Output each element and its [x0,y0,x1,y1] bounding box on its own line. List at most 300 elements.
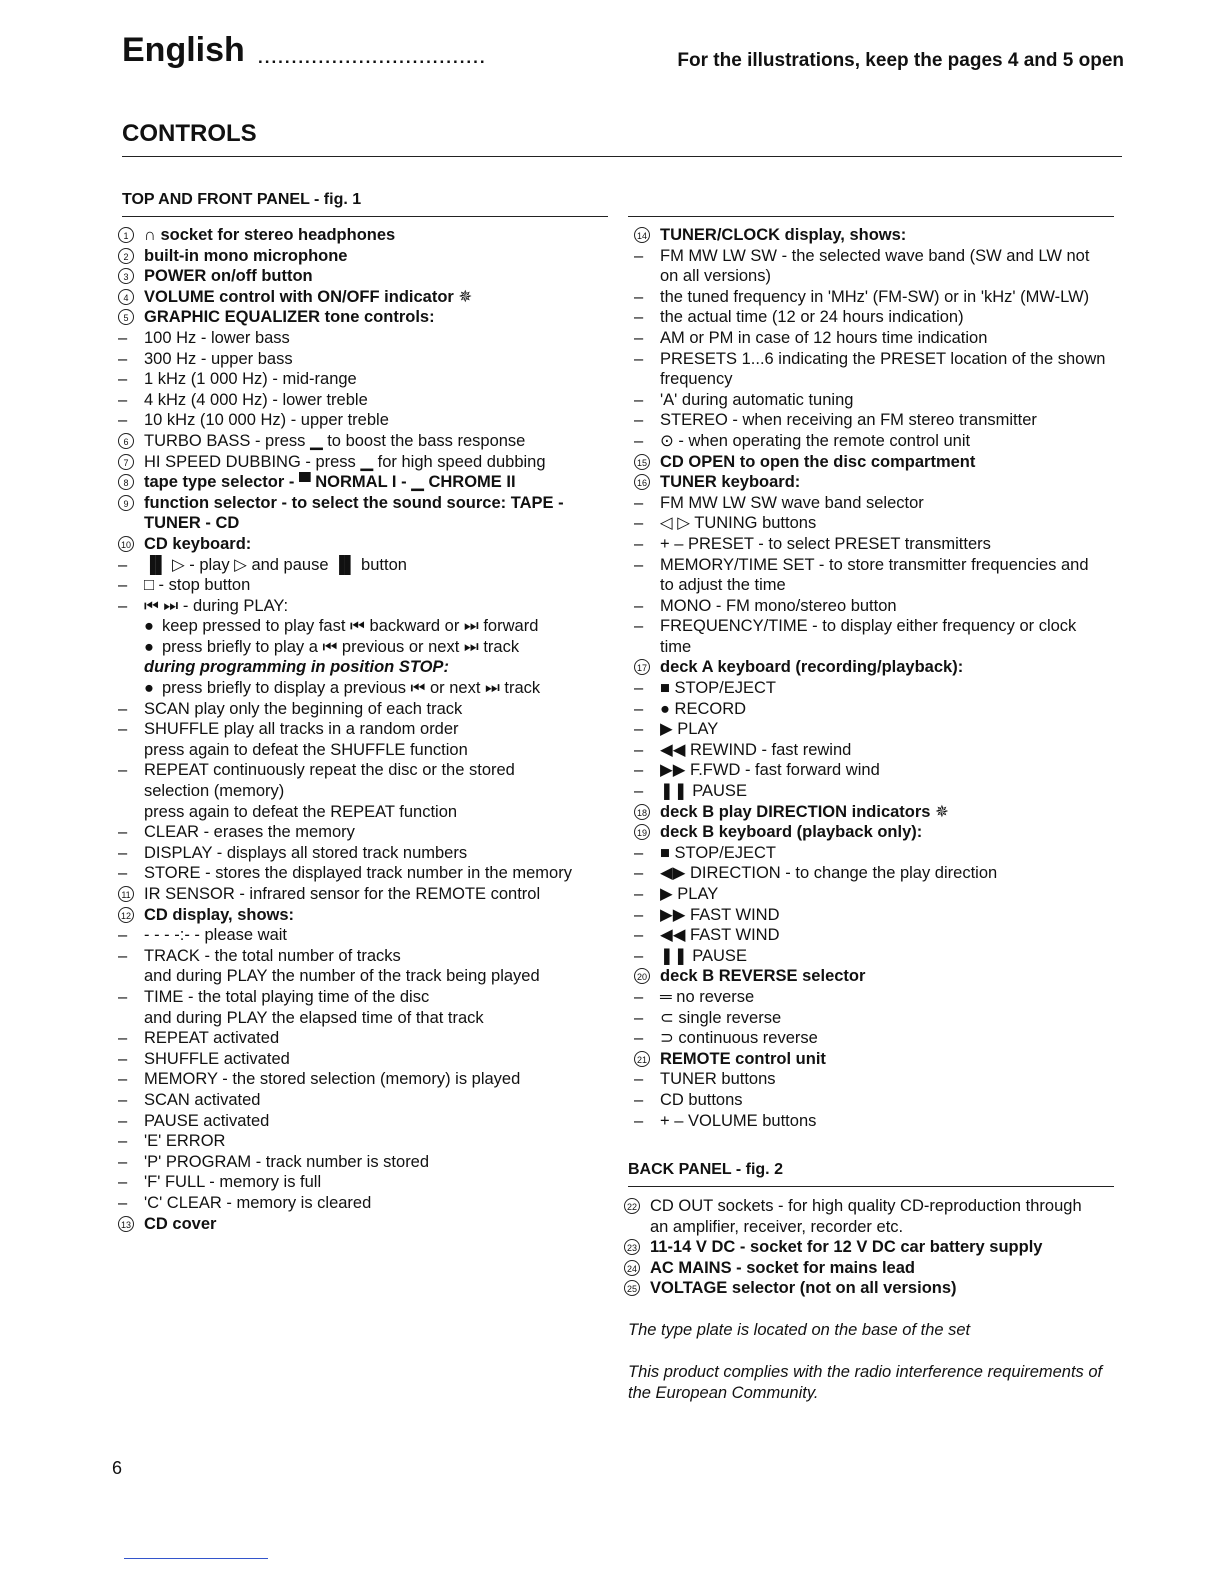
dash-marker: – [634,987,644,1006]
dash-marker: – [634,1008,644,1027]
item-text: ⊂ single reverse [660,1008,782,1027]
dash-marker: – [118,1070,128,1089]
dash-marker: – [634,679,644,698]
numbered-control-item [118,534,608,555]
item-text: SHUFFLE activated [144,1049,290,1068]
item-text: built-in mono microphone [144,246,348,265]
item-text: ◀◀ REWIND - fast rewind [660,740,852,759]
item-text: selection (memory) [144,782,285,801]
sub-item [634,1008,1124,1029]
sub-item [634,246,1124,267]
item-text: an amplifier, receiver, recorder etc. [650,1217,904,1236]
item-text: to adjust the time [660,576,786,595]
item-text: REPEAT activated [144,1029,280,1048]
back-panel-divider [628,1186,1114,1187]
item-text: frequency [660,370,733,389]
item-text: during programming in position STOP: [144,658,449,677]
item-text: ▐▌ ▷ - play ▷ and pause ▐▌ button [144,555,407,574]
bullet-icon: ● [144,617,154,636]
item-text: 'C' CLEAR - memory is cleared [144,1193,372,1212]
left-section-divider [122,216,608,217]
numbered-control-item [118,431,608,452]
sub-item [634,328,1124,349]
numbered-control-item [118,266,608,287]
numbered-control-item [118,287,608,308]
numbered-control-item [118,1214,608,1235]
item-text: REPEAT continuously repeat the disc or the stored [144,761,515,780]
sub-item [118,760,608,781]
continuation-line [118,802,608,823]
sub-item [634,307,1124,328]
dash-marker: – [118,596,128,615]
item-text: ⊃ continuous reverse [660,1029,818,1048]
item-text: CD display, shows: [144,905,295,924]
item-text: ❚❚ PAUSE [660,946,747,965]
item-text: and during PLAY the number of the track being played [144,967,540,986]
page-header [122,30,1124,74]
numbered-control-item [118,472,608,493]
continuation-line [634,575,1124,596]
right-section-divider [628,216,1114,217]
item-text: 100 Hz - lower bass [144,328,290,347]
dash-marker: – [118,1193,128,1212]
sub-item [634,1090,1124,1111]
dash-marker: – [634,864,644,883]
item-text: SHUFFLE play all tracks in a random order [144,720,459,739]
item-text: IR SENSOR - infrared sensor for the REMOTE control [144,885,541,903]
dash-marker: – [634,246,644,265]
dash-marker: – [118,926,128,945]
dash-marker: – [118,411,128,430]
dash-marker: – [118,843,128,862]
dash-marker: – [634,843,644,862]
item-number-badge: 15 [634,454,650,470]
header-leader-dots: .................................. [258,48,487,67]
item-text: on all versions) [660,267,771,286]
sub-item [118,1090,608,1111]
item-number-badge: 24 [624,1260,640,1276]
item-text: deck B REVERSE selector [660,967,866,986]
item-text: press again to defeat the REPEAT function [144,802,458,821]
item-text: ⏮ ⏭ - during PLAY: [144,596,289,615]
dash-marker: – [118,1111,128,1130]
sub-heading [118,657,608,678]
item-text: STEREO - when receiving an FM stereo transmitter [660,411,1037,430]
numbered-control-item [118,225,608,246]
numbered-control-item [634,657,1124,678]
item-text: ■ STOP/EJECT [660,843,777,862]
sub-item [634,1111,1124,1132]
item-text: 1 kHz (1 000 Hz) - mid-range [144,370,357,389]
sub-item [118,1049,608,1070]
bullet-icon: ● [144,679,154,698]
item-number-badge: 21 [634,1051,650,1067]
item-text: CD buttons [660,1090,743,1109]
language-title: English [122,31,245,69]
dash-marker: – [118,370,128,389]
item-text: 'P' PROGRAM - track number is stored [144,1152,430,1171]
sub-item [634,781,1124,802]
dash-marker: – [634,885,644,903]
dash-marker: – [634,782,644,801]
dash-marker: – [118,1132,128,1151]
item-number-badge: 16 [634,474,650,490]
sub-item [118,1131,608,1152]
bullet-icon: ● [144,637,154,656]
item-text: and during PLAY the elapsed time of that track [144,1008,484,1027]
continuation-line [624,1217,1114,1238]
item-text: CLEAR - erases the memory [144,823,355,842]
right-column-controls [634,225,1124,1131]
item-text: CD OPEN to open the disc compartment [660,452,976,471]
sub-item [118,1152,608,1173]
sub-item [118,987,608,1008]
item-text: tape type selector - ▀ NORMAL I - ▁ CHROME II [144,473,516,492]
numbered-control-item [118,884,608,905]
dash-marker: – [118,823,128,842]
item-text: 'F' FULL - memory is full [144,1173,322,1192]
sub-item [634,884,1124,905]
sub-item [634,863,1124,884]
numbered-control-item [634,822,1124,843]
dash-marker: – [634,431,644,450]
item-number-badge: 25 [624,1280,640,1296]
item-text: ◀◀ FAST WIND [660,926,780,945]
item-text: 'A' during automatic tuning [660,390,854,409]
bullet-item [118,637,608,658]
dash-marker: – [118,720,128,739]
bullet-item [118,678,608,699]
sub-item [118,328,608,349]
item-text: CD cover [144,1214,217,1233]
left-column-controls [118,225,608,1234]
item-text: TIME - the total playing time of the disc [144,987,430,1006]
continuation-line [118,1008,608,1029]
item-number-badge: 14 [634,227,650,243]
item-text: press again to defeat the SHUFFLE function [144,740,468,759]
dash-marker: – [634,308,644,327]
item-text: CD OUT sockets - for high quality CD-reproduction through [650,1197,1082,1215]
sub-item [634,390,1124,411]
continuation-line [118,781,608,802]
item-text: - - - -:- - please wait [144,926,288,945]
dash-marker: – [118,328,128,347]
item-text: GRAPHIC EQUALIZER tone controls: [144,308,435,327]
item-number-badge: 5 [118,309,134,325]
controls-divider [122,156,1122,157]
item-text: 'E' ERROR [144,1132,226,1151]
item-text: ∩ socket for stereo headphones [144,226,396,244]
sub-item [118,1111,608,1132]
bullet-item [118,616,608,637]
dash-marker: – [634,1111,644,1130]
item-text: 11-14 V DC - socket for 12 V DC car battery supply [650,1238,1043,1257]
dash-marker: – [118,1090,128,1109]
item-text: POWER on/off button [144,267,313,286]
sub-item [634,1028,1124,1049]
dash-marker: – [634,905,644,924]
item-number-badge: 18 [634,804,650,820]
item-number-badge: 11 [118,886,134,902]
sub-item [634,905,1124,926]
numbered-control-item [118,905,608,926]
dash-marker: – [118,761,128,780]
dash-marker: – [118,699,128,718]
header-illustration-note: For the illustrations, keep the pages 4 and 5 open [677,50,1124,71]
dash-marker: – [634,534,644,553]
item-text: the tuned frequency in 'MHz' (FM-SW) or in 'kHz' (MW-LW) [660,287,1090,306]
footer-link-rule [124,1558,268,1559]
item-number-badge: 2 [118,248,134,264]
item-number-badge: 7 [118,454,134,470]
numbered-control-item [624,1258,1114,1279]
back-panel-heading: BACK PANEL - fig. 2 [628,1161,783,1178]
item-text: □ - stop button [144,576,251,595]
item-text: PRESETS 1...6 indicating the PRESET location of the shown [660,349,1106,368]
dash-marker: – [634,761,644,780]
sub-item [634,410,1124,431]
sub-item [634,925,1124,946]
sub-item [118,719,608,740]
dash-marker: – [634,411,644,430]
sub-item [634,555,1124,576]
item-text: SCAN play only the beginning of each track [144,699,463,718]
item-text: TUNER/CLOCK display, shows: [660,226,907,244]
sub-item [634,513,1124,534]
sub-item [118,410,608,431]
sub-item [118,390,608,411]
item-number-badge: 8 [118,474,134,490]
sub-item [118,822,608,843]
item-number-badge: 4 [118,289,134,305]
item-text: ● RECORD [660,699,747,718]
item-text: ■ STOP/EJECT [660,679,777,698]
numbered-control-item [634,452,1124,473]
sub-item [634,678,1124,699]
numbered-control-item [634,472,1124,493]
numbered-control-item [118,246,608,267]
item-number-badge: 20 [634,968,650,984]
dash-marker: – [118,1173,128,1192]
item-text: AC MAINS - socket for mains lead [650,1258,915,1277]
item-text: ▶▶ FAST WIND [660,905,780,924]
item-number-badge: 13 [118,1216,134,1232]
dash-marker: – [634,328,644,347]
dash-marker: – [634,1090,644,1109]
item-text: ▶ PLAY [660,885,719,903]
item-text: HI SPEED DUBBING - press ▁ for high speed dubbing [144,452,546,471]
item-text: deck A keyboard (recording/playback): [660,658,964,677]
dash-marker: – [118,390,128,409]
sub-item [118,349,608,370]
continuation-line [118,740,608,761]
sub-item [118,1028,608,1049]
item-text: TRACK - the total number of tracks [144,946,401,965]
sub-item [634,596,1124,617]
controls-heading: CONTROLS [122,120,257,147]
item-number-badge: 6 [118,433,134,449]
compliance-note: This product complies with the radio interference requirements of the European Community. [628,1363,1103,1402]
sub-item [634,534,1124,555]
sub-item [634,287,1124,308]
item-text: function selector - to select the sound source: TAPE - [144,493,564,512]
dash-marker: – [634,699,644,718]
item-text: MEMORY - the stored selection (memory) is played [144,1070,521,1089]
sub-item [634,760,1124,781]
item-text: ❚❚ PAUSE [660,782,747,801]
numbered-control-item [634,802,1124,823]
item-number-badge: 19 [634,824,650,840]
dash-marker: – [634,390,644,409]
item-number-badge: 17 [634,659,650,675]
numbered-control-item [624,1196,1114,1217]
item-number-badge: 10 [118,536,134,552]
type-plate-note: The type plate is located on the base of the set [628,1321,971,1339]
sub-item [118,1172,608,1193]
sub-item [118,925,608,946]
item-text: 300 Hz - upper bass [144,349,293,368]
item-text: 10 kHz (10 000 Hz) - upper treble [144,411,389,430]
item-text: deck B keyboard (playback only): [660,823,923,842]
dash-marker: – [118,987,128,1006]
sub-item [118,946,608,967]
sub-item [634,699,1124,720]
continuation-line [118,513,608,534]
item-text: SCAN activated [144,1090,261,1109]
continuation-line [634,369,1124,390]
numbered-control-item [634,225,1124,246]
dash-marker: – [118,1029,128,1048]
dash-marker: – [634,287,644,306]
sub-item [118,1069,608,1090]
dash-marker: – [634,349,644,368]
item-text: ═ no reverse [660,987,755,1006]
numbered-control-item [118,307,608,328]
item-text: time [660,637,692,656]
sub-item [118,596,608,617]
dash-marker: – [634,596,644,615]
sub-item [634,719,1124,740]
sub-item [634,843,1124,864]
item-text: press briefly to display a previous ⏮ or next ⏭ track [162,679,541,698]
sub-item [118,555,608,576]
dash-marker: – [634,740,644,759]
item-text: + – PRESET - to select PRESET transmitters [660,534,991,553]
sub-item [118,699,608,720]
dash-marker: – [118,946,128,965]
sub-item [634,431,1124,452]
item-text: MONO - FM mono/stereo button [660,596,897,615]
numbered-control-item [634,966,1124,987]
item-text: ⊙ - when operating the remote control unit [660,431,971,450]
item-text: CD keyboard: [144,534,252,553]
dash-marker: – [634,1070,644,1089]
back-panel-controls [624,1196,1114,1299]
item-number-badge: 12 [118,907,134,923]
numbered-control-item [634,1049,1124,1070]
top-front-panel-heading: TOP AND FRONT PANEL - fig. 1 [122,191,362,208]
item-text: + – VOLUME buttons [660,1111,817,1130]
dash-marker: – [634,720,644,739]
item-number-badge: 3 [118,268,134,284]
item-text: ▶ PLAY [660,720,719,739]
item-text: TURBO BASS - press ▁ to boost the bass response [144,431,526,450]
numbered-control-item [118,452,608,473]
item-text: STORE - stores the displayed track number in the memory [144,864,572,883]
item-text: VOLUME control with ON/OFF indicator ✵ [144,287,473,306]
item-number-badge: 9 [118,495,134,511]
item-text: ▶▶ F.FWD - fast forward wind [660,761,880,780]
item-text: FM MW LW SW wave band selector [660,493,924,512]
item-text: press briefly to play a ⏮ previous or next ⏭ track [162,637,520,656]
dash-marker: – [634,617,644,636]
item-text: FREQUENCY/TIME - to display either frequency or clock [660,617,1077,636]
item-text: REMOTE control unit [660,1049,826,1068]
sub-item [634,987,1124,1008]
dash-marker: – [118,1049,128,1068]
item-text: AM or PM in case of 12 hours time indication [660,328,988,347]
item-text: TUNER keyboard: [660,473,801,492]
item-text: keep pressed to play fast ⏮ backward or ⏭ forward [162,617,539,636]
item-text: ◁ ▷ TUNING buttons [660,514,817,533]
item-text: deck B play DIRECTION indicators ✵ [660,802,949,821]
dash-marker: – [634,493,644,512]
item-number-badge: 22 [624,1198,640,1214]
item-text: MEMORY/TIME SET - to store transmitter frequencies and [660,555,1089,574]
item-text: ◀▶ DIRECTION - to change the play direction [660,864,998,883]
sub-item [634,740,1124,761]
item-text: TUNER buttons [660,1070,776,1089]
dash-marker: – [634,946,644,965]
item-text: VOLTAGE selector (not on all versions) [650,1279,957,1298]
item-text: FM MW LW SW - the selected wave band (SW and LW not [660,246,1090,265]
page-number: 6 [112,1458,123,1478]
dash-marker: – [634,926,644,945]
sub-item [634,349,1124,370]
item-text: TUNER - CD [144,514,240,533]
dash-marker: – [118,576,128,595]
sub-item [634,1069,1124,1090]
continuation-line [634,637,1124,658]
sub-item [118,575,608,596]
item-number-badge: 23 [624,1239,640,1255]
numbered-control-item [624,1237,1114,1258]
item-text: DISPLAY - displays all stored track numbers [144,843,468,862]
dash-marker: – [118,1152,128,1171]
sub-item [118,843,608,864]
dash-marker: – [634,1029,644,1048]
numbered-control-item [624,1278,1114,1299]
item-text: PAUSE activated [144,1111,270,1130]
dash-marker: – [634,514,644,533]
sub-item [634,493,1124,514]
item-text: 4 kHz (4 000 Hz) - lower treble [144,390,368,409]
sub-item [634,616,1124,637]
continuation-line [634,266,1124,287]
item-number-badge: 1 [118,227,134,243]
dash-marker: – [118,555,128,574]
item-text: the actual time (12 or 24 hours indication) [660,308,964,327]
sub-item [118,863,608,884]
sub-item [118,1193,608,1214]
sub-item [634,946,1124,967]
numbered-control-item [118,493,608,514]
continuation-line [118,966,608,987]
dash-marker: – [118,349,128,368]
dash-marker: – [634,555,644,574]
dash-marker: – [118,864,128,883]
sub-item [118,369,608,390]
